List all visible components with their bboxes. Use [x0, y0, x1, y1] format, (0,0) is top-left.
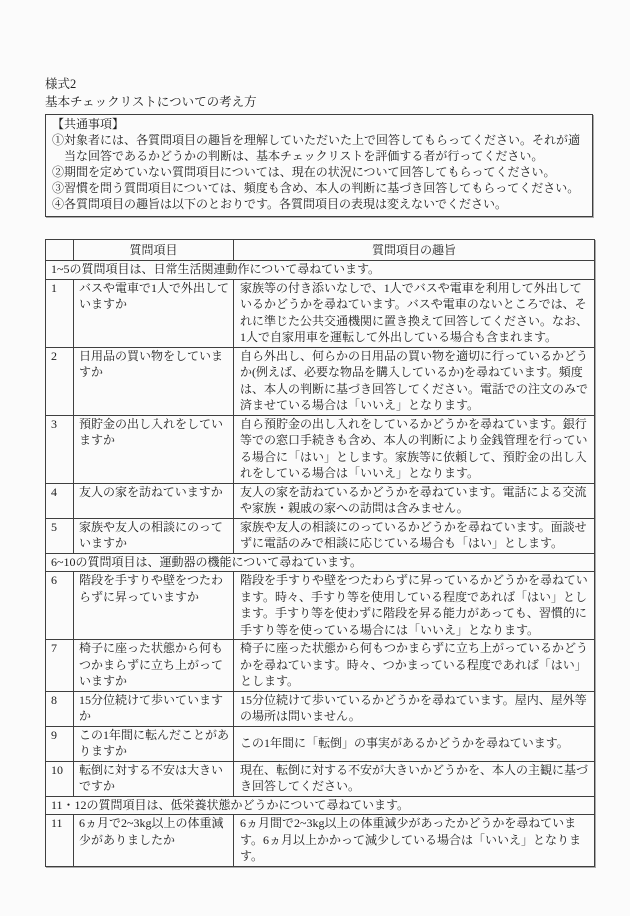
question-row-11: [46, 815, 595, 867]
section-note-text: 11・12の質問項目は、低栄養状態かどうかについて尋ねています。: [46, 796, 595, 815]
common-notes-heading: 【共通事項】: [52, 117, 125, 131]
common-note-4: ④各質問項目の趣旨は以下のとおりです。各質問項目の表現は変えないでください。: [52, 196, 508, 211]
header-purpose-cell: 質問項目の趣旨: [234, 240, 595, 261]
question-row-8: [46, 691, 595, 726]
purpose-text: この1年間に「転倒」の事実があるかどうかを尋ねています。: [234, 726, 595, 761]
question-row-5: [46, 518, 595, 553]
purpose-text: 階段を手すりや壁をつたわらずに昇っているかどうかを尋ねています。時々、手すり等を使用している程度であれば「はい」とします。手すり等を使わずに階段を昇る能力があっても、習慣的に手すり等を使っている場合には「いいえ」となります。: [234, 572, 595, 640]
common-note-2: ②期間を定めていない質問項目については、現在の状況について回答してもらってください。: [52, 164, 556, 179]
question-text: この1年間に転んだことがありますか: [74, 726, 234, 761]
question-row-3: [46, 415, 595, 483]
common-notes-box: [45, 114, 593, 217]
question-text: バスや電車で1人で外出していますか: [74, 279, 234, 347]
header-number-cell: [46, 240, 74, 261]
question-text: 椅子に座った状態から何もつかまらずに立ち上がっていますか: [74, 640, 234, 692]
question-number: 6: [46, 572, 74, 640]
purpose-text: 現在、転倒に対する不安が大きいかどうかを、本人の主観に基づき回答してください。: [234, 761, 595, 796]
purpose-text: 自ら預貯金の出し入れをしているかどうかを尋ねています。銀行等での窓口手続きも含め、本人の判断により金銭管理を行っている場合に「はい」とします。家族等に依頼して、預貯金の出し入れをしている場合は「いいえ」となります。: [234, 415, 595, 483]
section-note-text: 6~10の質問項目は、運動器の機能について尋ねています。: [46, 553, 595, 572]
question-row-10: [46, 761, 595, 796]
question-number: 11: [46, 815, 74, 867]
question-number: 8: [46, 691, 74, 726]
question-row-1: [46, 279, 595, 347]
purpose-text: 友人の家を訪ねているかどうかを尋ねています。電話による交流や家族・親戚の家への訪問は含みません。: [234, 483, 595, 518]
question-number: 3: [46, 415, 74, 483]
question-number: 9: [46, 726, 74, 761]
question-text: 転倒に対する不安は大きいですか: [74, 761, 234, 796]
question-row-7: [46, 640, 595, 692]
purpose-text: 家族等の付き添いなしで、1人でバスや電車を利用して外出しているかどうかを尋ねています。バスや電車のないところでは、それに準じた公共交通機関に置き換えて回答してください。なお、1人で自家用車を運転して外出している場合も含まれます。: [234, 279, 595, 347]
section-note-row-1: [46, 261, 595, 280]
question-row-4: [46, 483, 595, 518]
purpose-text: 15分位続けて歩いているかどうかを尋ねています。屋内、屋外等の場所は問いません。: [234, 691, 595, 726]
question-row-9: [46, 726, 595, 761]
question-text: 友人の家を訪ねていますか: [74, 483, 234, 518]
question-row-6: [46, 572, 595, 640]
question-number: 2: [46, 347, 74, 415]
header-question-cell: 質問項目: [74, 240, 234, 261]
section-note-text: 1~5の質問項目は、日常生活関連動作について尋ねています。: [46, 261, 595, 280]
purpose-text: 家族や友人の相談にのっているかどうかを尋ねています。面談せずに電話のみで相談に応じている場合も「はい」とします。: [234, 518, 595, 553]
question-row-2: [46, 347, 595, 415]
question-number: 4: [46, 483, 74, 518]
purpose-text: 椅子に座った状態から何もつかまらずに立ち上がっているかどうかを尋ねています。時々、つかまっている程度であれば「はい」とします。: [234, 640, 595, 692]
question-text: 預貯金の出し入れをしていますか: [74, 415, 234, 483]
section-note-row-3: [46, 796, 595, 815]
table-header-row: [46, 240, 595, 261]
question-number: 7: [46, 640, 74, 692]
section-note-row-2: [46, 553, 595, 572]
question-text: 家族や友人の相談にのっていますか: [74, 518, 234, 553]
checklist-table: [45, 239, 595, 867]
question-number: 5: [46, 518, 74, 553]
form-number-label: 様式2: [45, 77, 77, 91]
question-text: 15分位続けて歩いていますか: [74, 691, 234, 726]
common-note-1: ①対象者には、各質問項目の趣旨を理解していただいた上で回答してもらってください。それが適当な回答であるかどうかの判断は、基本チェックリストを評価する者が行ってください。: [52, 132, 581, 163]
question-text: 6ヵ月で2~3kg以上の体重減少がありましたか: [74, 815, 234, 867]
question-text: 日用品の買い物をしていますか: [74, 347, 234, 415]
question-number: 1: [46, 279, 74, 347]
purpose-text: 自ら外出し、何らかの日用品の買い物を適切に行っているかどうか(例えば、必要な物品を購入しているか)を尋ねています。頻度は、本人の判断に基づき回答してください。電話での注文のみで済ませている場合は「いいえ」となります。: [234, 347, 595, 415]
common-note-3: ③習慣を問う質問項目については、頻度も含め、本人の判断に基づき回答してもらってください。: [52, 180, 580, 195]
purpose-text: 6ヵ月間で2~3kg以上の体重減少があったかどうかを尋ねています。6ヵ月以上かかって減少している場合は「いいえ」となります。: [234, 815, 595, 867]
document-title: 基本チェックリストについての考え方: [45, 95, 257, 109]
question-number: 10: [46, 761, 74, 796]
question-text: 階段を手すりや壁をつたわらずに昇っていますか: [74, 572, 234, 640]
